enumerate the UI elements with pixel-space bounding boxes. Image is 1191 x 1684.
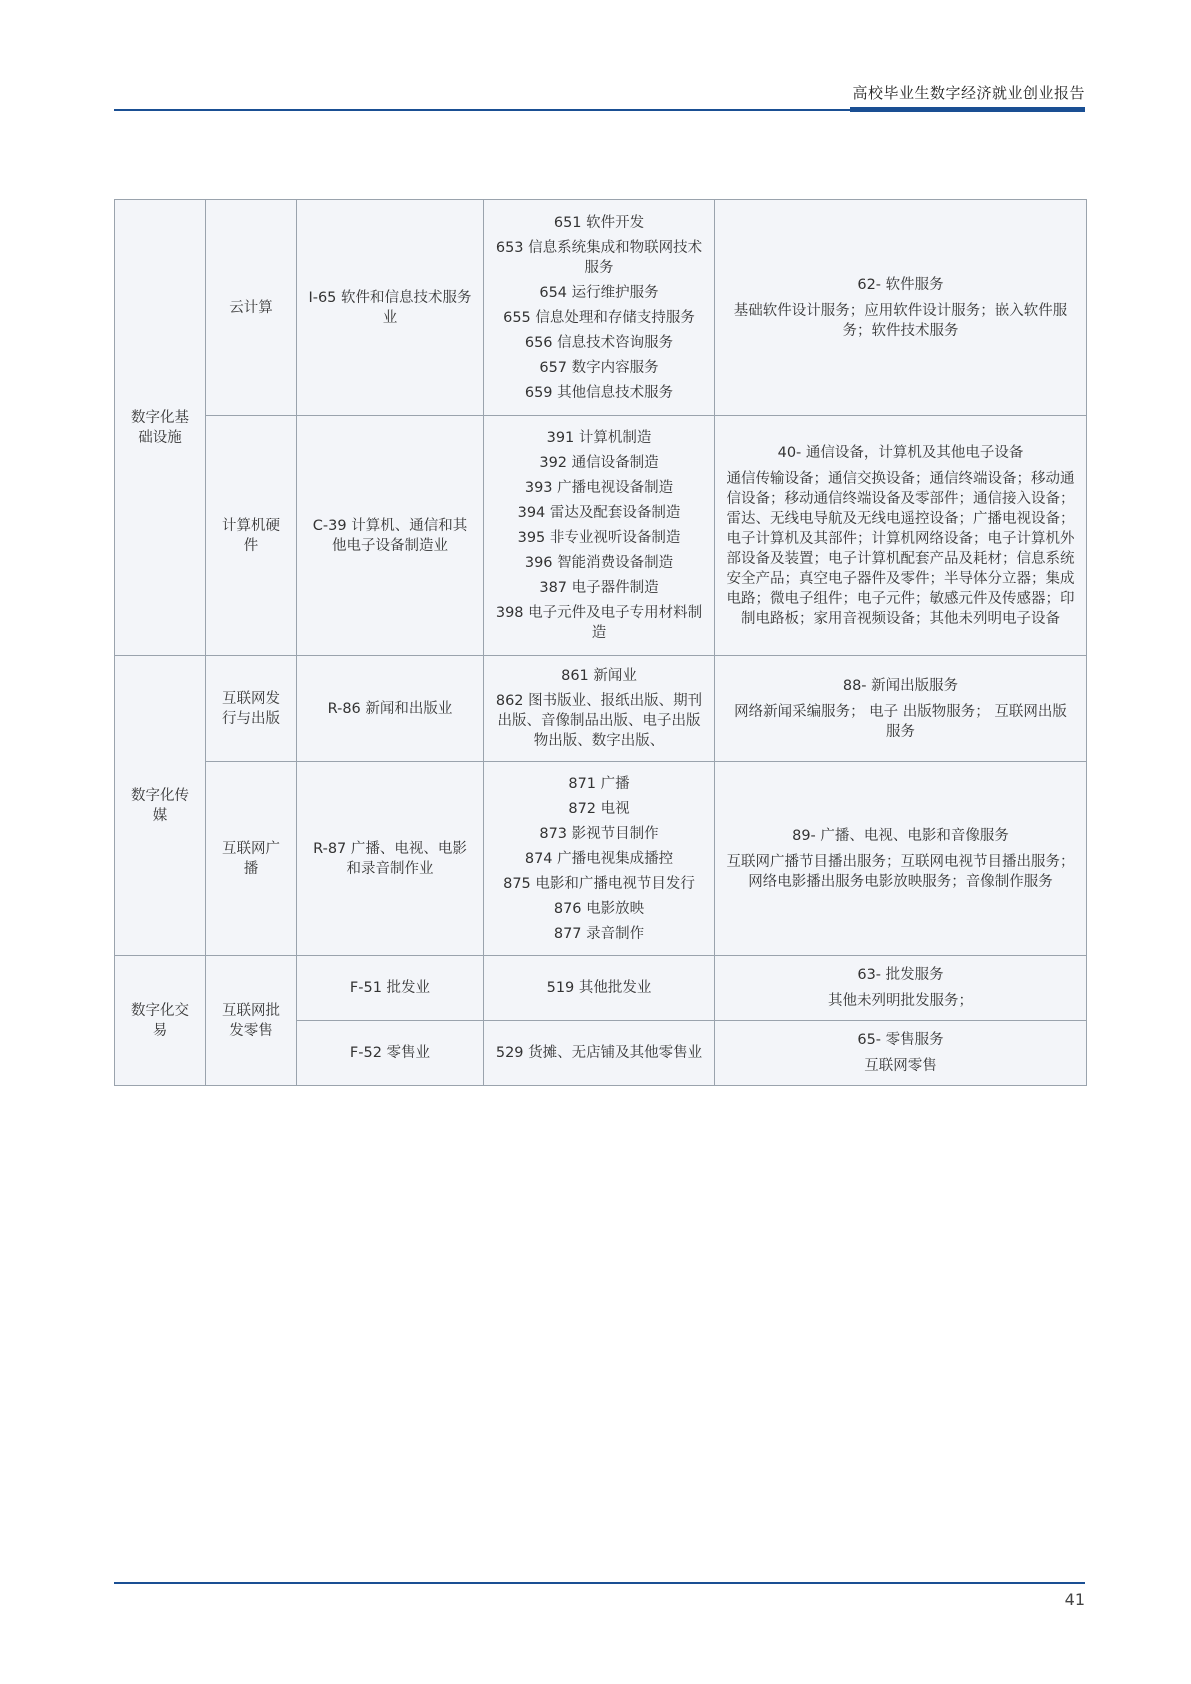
page-number: 41 [1064, 1590, 1085, 1609]
code-item: 862 图书版业、报纸出版、期刊出版、音像制品出版、电子出版物出版、数字出版、 [495, 693, 703, 749]
industry-codes-cell: 529 货摊、无店铺及其他零售业 [484, 1021, 715, 1086]
header-accent-bar [850, 107, 1085, 112]
code-item: 874 广播电视集成播控 [524, 850, 674, 867]
service-title: 40- 通信设备，计算机及其他电子设备 [777, 444, 1024, 461]
service-cell [715, 956, 1087, 1021]
code-item: 659 其他信息技术服务 [524, 384, 674, 401]
service-cell [715, 200, 1087, 416]
industry-codes-cell [484, 762, 715, 956]
service-cell [715, 762, 1087, 956]
service-cell [715, 656, 1087, 762]
code-item: 396 智能消费设备制造 [524, 555, 674, 571]
code-item: 871 广播 [568, 775, 630, 792]
footer-divider [114, 1582, 1085, 1584]
industry-cell: R-87 广播、电视、电影和录音制作业 [297, 762, 484, 956]
subcategory-cell: 互联网批发零售 [206, 956, 297, 1086]
table-row [115, 200, 1087, 416]
code-item: 653 信息系统集成和物联网技术服务 [495, 239, 703, 276]
industry-codes-cell: 519 其他批发业 [484, 956, 715, 1021]
code-item: 877 录音制作 [553, 925, 645, 942]
code-item: 398 电子元件及电子专用材料制造 [495, 605, 703, 641]
subcategory-cell: 互联网广播 [206, 762, 297, 956]
industry-cell: R-86 新闻和出版业 [297, 656, 484, 762]
service-description: 网络新闻采编服务； 电子 出版物服务； 互联网出版 服务 [734, 703, 1067, 740]
code-item: 655 信息处理和存储支持服务 [503, 309, 695, 326]
category-cell: 数字化传媒 [115, 656, 206, 956]
code-item: 391 计算机制造 [546, 430, 652, 446]
subcategory-cell: 计算机硬件 [206, 416, 297, 656]
industry-codes-cell [484, 656, 715, 762]
table-row [115, 762, 1087, 956]
code-item: 656 信息技术咨询服务 [524, 334, 674, 351]
code-item: 861 新闻业 [561, 668, 637, 684]
code-item: 395 非专业视听设备制造 [517, 530, 681, 546]
code-item: 873 影视节目制作 [539, 825, 659, 842]
service-description: 互联网广播节目播出服务；互联网电视节目播出服务；网络电影播出服务电影放映服务；音像制作服务 [726, 853, 1075, 890]
code-item: 387 电子器件制造 [539, 580, 659, 596]
code-item: 872 电视 [568, 800, 630, 817]
service-cell [715, 416, 1087, 656]
industry-cell: C-39 计算机、通信和其他电子设备制造业 [297, 416, 484, 656]
code-item: 393 广播电视设备制造 [524, 480, 674, 496]
category-cell: 数字化基础设施 [115, 200, 206, 656]
report-title: 高校毕业生数字经济就业创业报告 [852, 84, 1085, 102]
code-item: 394 雷达及配套设备制造 [517, 505, 681, 521]
category-cell: 数字化交易 [115, 956, 206, 1086]
service-title: 88- 新闻出版服务 [842, 677, 959, 694]
service-description: 基础软件设计服务；应用软件设计服务；嵌入软件服务；软件技术服务 [733, 302, 1068, 339]
service-title: 62- 软件服务 [857, 276, 944, 293]
service-title: 63- 批发服务 [857, 967, 944, 983]
service-cell [715, 1021, 1087, 1086]
service-description: 其他未列明批发服务； [828, 993, 973, 1009]
subcategory-cell: 云计算 [206, 200, 297, 416]
industry-codes-cell [484, 200, 715, 416]
table-row [115, 956, 1087, 1021]
code-item: 392 通信设备制造 [539, 455, 659, 471]
subcategory-cell: 互联网发行与出版 [206, 656, 297, 762]
code-item: 654 运行维护服务 [539, 284, 659, 301]
service-title: 89- 广播、电视、电影和音像服务 [792, 827, 1009, 844]
service-description: 互联网零售 [864, 1058, 937, 1074]
table-row [115, 656, 1087, 762]
code-item: 657 数字内容服务 [539, 359, 659, 376]
industry-cell: I-65 软件和信息技术服务业 [297, 200, 484, 416]
industry-classification-table [114, 199, 1087, 1086]
code-item: 876 电影放映 [553, 900, 645, 917]
service-title: 65- 零售服务 [857, 1032, 944, 1048]
industry-codes-cell [484, 416, 715, 656]
industry-cell: F-52 零售业 [297, 1021, 484, 1086]
industry-cell: F-51 批发业 [297, 956, 484, 1021]
code-item: 651 软件开发 [553, 214, 645, 231]
service-description: 通信传输设备；通信交换设备；通信终端设备；移动通信设备；移动通信终端设备及零部件；通信接入设备；雷达、无线电导航及无线电遥控设备；广播电视设备；电子计算机及其部件；计算机网络设备；电子计算机外部设备及装置；电子计算机配套产品及耗材；信息系统安全产品；真空电子器件及零件；半导体分立器；集成电路；微电子组件；电子元件；敏感元件及传感器；印制电路板；家用音视频设备；其他未列明电子设备 [726, 470, 1075, 627]
code-item: 875 电影和广播电视节目发行 [503, 875, 695, 892]
table-row [115, 416, 1087, 656]
